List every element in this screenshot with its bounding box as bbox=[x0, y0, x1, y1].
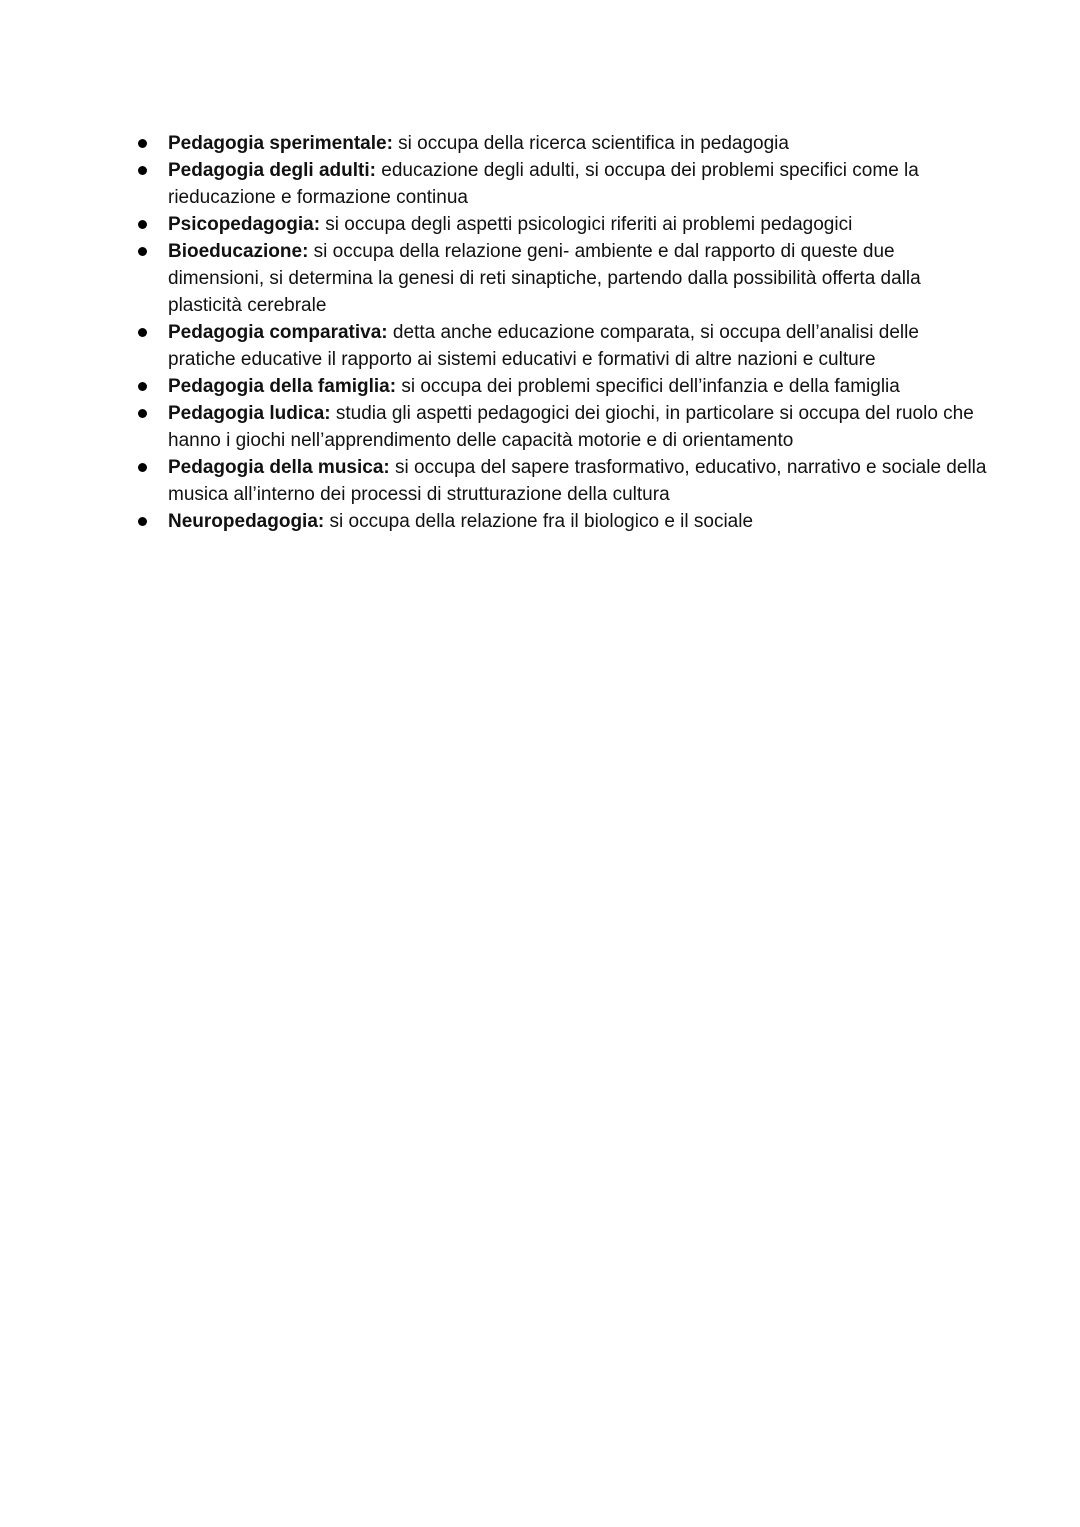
list-item bbox=[138, 130, 988, 157]
list-item bbox=[138, 508, 988, 535]
item-term: Pedagogia sperimentale: bbox=[168, 133, 393, 154]
item-term: Neuropedagogia: bbox=[168, 511, 325, 532]
item-text: educazione degli adulti, si occupa dei problemi specifici come la rieducazione e formazione continua bbox=[168, 160, 919, 208]
item-text: detta anche educazione comparata, si occupa dell’analisi delle pratiche educative il rapporto ai sistemi educativi e formativi di altre nazioni e culture bbox=[168, 322, 919, 370]
bullet-icon bbox=[138, 382, 147, 391]
list-item bbox=[138, 400, 988, 454]
bullet-icon bbox=[138, 139, 147, 148]
list-item bbox=[138, 319, 988, 373]
bullet-icon bbox=[138, 220, 147, 229]
item-term: Pedagogia della musica: bbox=[168, 457, 390, 478]
list-item bbox=[138, 211, 988, 238]
item-term: Pedagogia della famiglia: bbox=[168, 376, 397, 397]
item-text: si occupa del sapere trasformativo, educativo, narrativo e sociale della musica all’interno dei processi di strutturazione della cultura bbox=[168, 457, 987, 505]
bullet-icon bbox=[138, 409, 147, 418]
bullet-icon bbox=[138, 247, 147, 256]
bullet-icon bbox=[138, 328, 147, 337]
item-text: studia gli aspetti pedagogici dei giochi, in particolare si occupa del ruolo che hanno i giochi nell’apprendimento delle capacità motorie e di orientamento bbox=[168, 403, 974, 451]
list-item bbox=[138, 157, 988, 211]
bullet-icon bbox=[138, 166, 147, 175]
bullet-list bbox=[138, 130, 988, 535]
item-term: Psicopedagogia: bbox=[168, 214, 321, 235]
bullet-icon bbox=[138, 517, 147, 526]
item-text: si occupa della ricerca scientifica in pedagogia bbox=[392, 133, 789, 154]
item-text: si occupa degli aspetti psicologici riferiti ai problemi pedagogici bbox=[320, 214, 853, 235]
item-term: Pedagogia ludica: bbox=[168, 403, 331, 424]
list-item bbox=[138, 373, 988, 400]
list-item bbox=[138, 238, 988, 319]
item-text: si occupa della relazione geni- ambiente e dal rapporto di queste due dimensioni, si determina la genesi di reti sinaptiche, partendo dalla possibilità offerta dalla plasticità cerebrale bbox=[168, 241, 921, 316]
item-term: Bioeducazione: bbox=[168, 241, 309, 262]
list-item bbox=[138, 454, 988, 508]
item-text: si occupa della relazione fra il biologico e il sociale bbox=[324, 511, 754, 532]
item-term: Pedagogia degli adulti: bbox=[168, 160, 376, 181]
item-text: si occupa dei problemi specifici dell’infanzia e della famiglia bbox=[396, 376, 900, 397]
bullet-icon bbox=[138, 463, 147, 472]
item-term: Pedagogia comparativa: bbox=[168, 322, 388, 343]
